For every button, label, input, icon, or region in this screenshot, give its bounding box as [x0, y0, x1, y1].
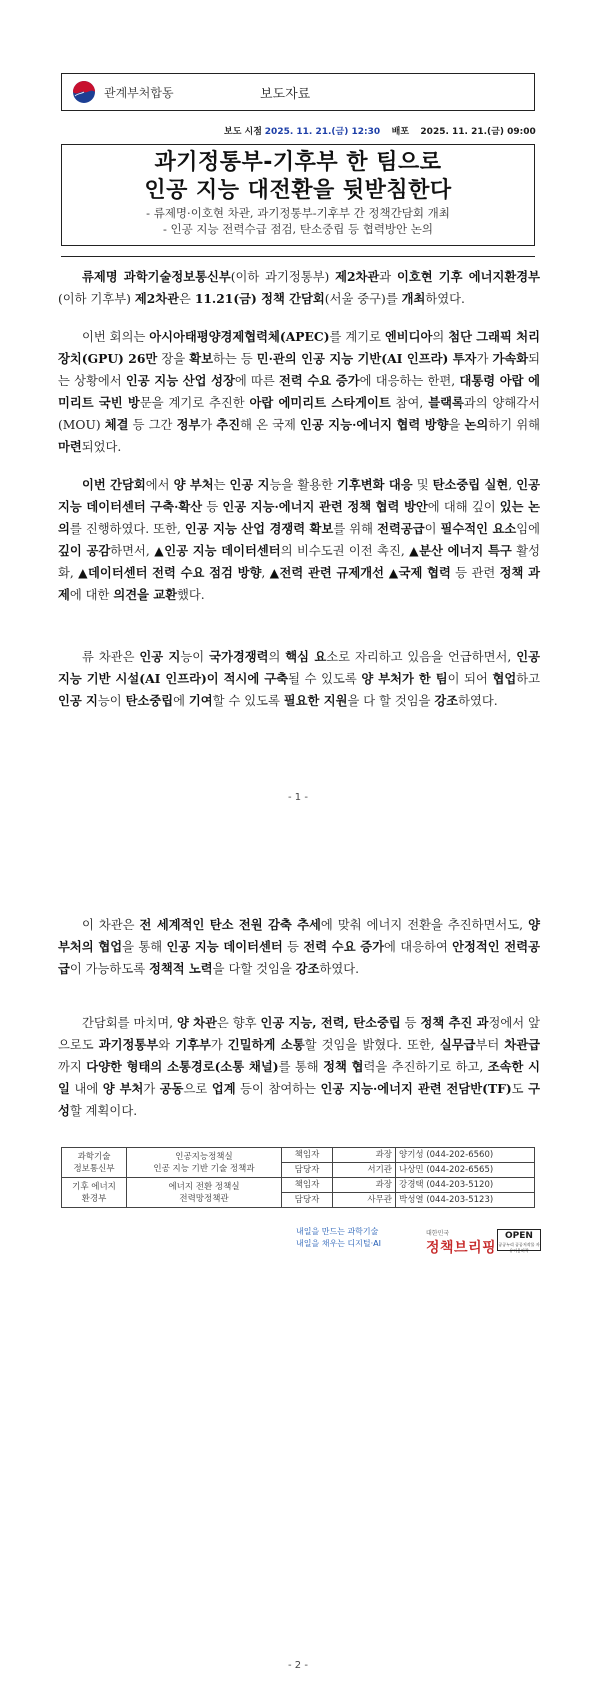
- page-number-2: - 2 -: [288, 1660, 308, 1671]
- contact-role: 책임자: [282, 1148, 333, 1163]
- contact-person: 박성열 (044-203-5123): [396, 1193, 535, 1208]
- slogan: [296, 1226, 381, 1250]
- government-emblem-icon: [72, 80, 96, 104]
- subtitle-2: - 인공 지능 전력수급 점검, 탄소중립 등 협력방안 논의: [162, 222, 434, 236]
- slogan-line-1: 내일을 만드는 과학기술: [296, 1227, 379, 1236]
- brand-small: 대한민국: [426, 1230, 450, 1237]
- slogan-line-2: 내일을 채우는 디지털·AI: [296, 1239, 382, 1248]
- paragraph-2: 이번 회의는 아시아태평양경제협력체(APEC)를 계기로 엔비디아의 첨단 그래픽 처리 장치(GPU) 26만 장을 확보하는 등 민·관의 인공 지능 기반(AI 인프라) 투자가 가속화되는 상황에서 인공 지능 산업 성장에 따른 전력 수요 증가에 대응하는 한편, 대통령 아랍 에미리트 국빈 방문을 계기로 추진한 아랍 에미리트 스타게이트 참여, 블랙록과의 양해각서(MOU) 체결 등 그간 정부가 추진해 온 국제 인공 지능·에너지 협력 방향을 논의하기 위해 마련되었다.: [58, 329, 540, 454]
- contact-dept: 에너지 전환 정책실 전력망정책관: [127, 1178, 282, 1208]
- open-license-badge: [497, 1229, 541, 1251]
- brand-big: 정책브리핑: [426, 1240, 497, 1256]
- contact-title: 서기관: [333, 1163, 396, 1178]
- contact-row: [62, 1148, 535, 1163]
- paragraph-6: 간담회를 마치며, 양 차관은 향후 인공 지능, 전력, 탄소중립 등 정책 추진 과정에서 앞으로도 과기정통부와 기후부가 긴밀하게 소통할 것임을 밝혔다. 또한, 실무급부터 차관급까지 다양한 형태의 소통경로(소통 채널)를 통해 정책 협력을 추진하기로 하고, 조속한 시일 내에 양 부처가 공동으로 업계 등이 참여하는 인공 지능·에너지 관련 전담반(TF)도 구성할 계획이다.: [58, 1015, 541, 1118]
- release-info: [224, 124, 536, 137]
- title-line-2: 인공 지능 대전환을 뒷받침한다: [144, 178, 452, 203]
- deploy-time: 2025. 11. 21.(금) 09:00: [420, 127, 536, 137]
- subtitle-1: - 류제명·이호현 차관, 과기정통부-기후부 간 정책간담회 개최: [146, 206, 450, 220]
- paragraph-4: 류 차관은 인공 지능이 국가경쟁력의 핵심 요소로 자리하고 있음을 언급하면서, 인공 지능 기반 시설(AI 인프라)이 적시에 구축될 수 있도록 양 부처가 한 팀이 되어 협업하고 인공 지능이 탄소중립에 기여할 수 있도록 필요한 지원을 다 할 것임을 강조하였다.: [58, 649, 540, 708]
- header-box: [61, 73, 535, 111]
- contact-dept: 인공지능정책실 인공 지능 기반 기술 정책과: [127, 1148, 282, 1178]
- contact-row: [62, 1178, 535, 1193]
- paragraph-5: 이 차관은 전 세계적인 탄소 전원 감축 추세에 맞춰 에너지 전환을 추진하면서도, 양 부처의 협업을 통해 인공 지능 데이터센터 등 전력 수요 증가에 대응하여 안정적인 전력공급이 가능하도록 정책적 노력을 다할 것임을 강조하였다.: [58, 917, 540, 976]
- contact-person: 강경택 (044-203-5120): [396, 1178, 535, 1193]
- title-box: [61, 144, 535, 246]
- contact-ministry: 과학기술 정보통신부: [62, 1148, 127, 1178]
- org-name: 관계부처합동: [104, 86, 174, 100]
- contact-person: 나상민 (044-202-6565): [396, 1163, 535, 1178]
- contact-role: 담당자: [282, 1163, 333, 1178]
- contact-title: 과장: [333, 1178, 396, 1193]
- title-divider: [61, 256, 535, 257]
- paragraph-1: 류제명 과학기술정보통신부(이하 과기정통부) 제2차관과 이호현 기후 에너지환경부(이하 기후부) 제2차관은 11.21(금) 정책 간담회(서울 중구)를 개최하였다.: [58, 269, 541, 306]
- policy-briefing-logo: [426, 1228, 496, 1257]
- doc-type: 보도자료: [260, 87, 311, 102]
- paragraph-3: 이번 간담회에서 양 부처는 인공 지능을 활용한 기후변화 대응 및 탄소중립 실현, 인공 지능 데이터센터 구축·확산 등 인공 지능·에너지 관련 정책 협력 방안에 대해 깊이 있는 논의를 진행하였다. 또한, 인공 지능 산업 경쟁력 확보를 위해 전력공급이 필수적인 요소임에 깊이 공감하면서, ▲인공 지능 데이터센터의 비수도권 이전 촉진, ▲분산 에너지 특구 활성화, ▲데이터센터 전력 수요 점검 방향, ▲전력 관련 규제개선 ▲국제 협력 등 관련 정책 과제에 대한 의견을 교환했다.: [58, 477, 540, 602]
- contact-table: [61, 1147, 535, 1208]
- contact-title: 과장: [333, 1148, 396, 1163]
- report-label: 보도 시점: [224, 127, 262, 137]
- title-line-1: 과기정통부-기후부 한 팀으로: [154, 150, 442, 175]
- report-time: 2025. 11. 21.(금) 12:30: [264, 127, 381, 137]
- open-label: OPEN: [505, 1231, 533, 1241]
- contact-role: 담당자: [282, 1193, 333, 1208]
- open-small: 공공누리 공공저작물 자유이용허락: [498, 1242, 540, 1253]
- contact-ministry: 기후 에너지 환경부: [62, 1178, 127, 1208]
- deploy-label: 배포: [391, 127, 409, 137]
- contact-person: 양기성 (044-202-6560): [396, 1148, 535, 1163]
- contact-role: 책임자: [282, 1178, 333, 1193]
- contact-title: 사무관: [333, 1193, 396, 1208]
- page-number-1: - 1 -: [288, 792, 308, 803]
